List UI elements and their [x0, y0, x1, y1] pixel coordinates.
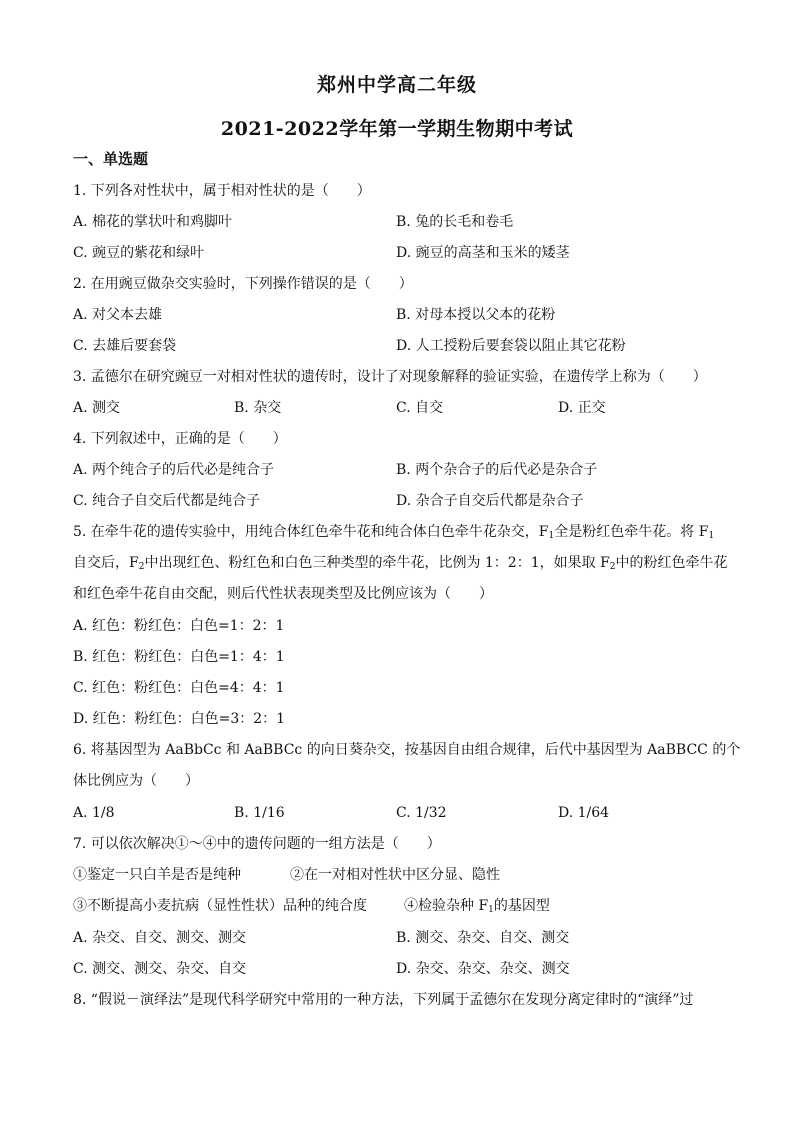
question-4-option-c: C. 纯合子自交后代都是纯合子	[73, 493, 261, 509]
question-4-stem: 4. 下列叙述中，正确的是（ ）	[73, 431, 287, 447]
question-7-item-4	[404, 897, 550, 915]
question-6-option-a: A. 1/8	[73, 805, 115, 821]
subscript: 1	[548, 531, 555, 541]
question-2-option-a: A. 对父本去雄	[73, 307, 163, 323]
question-7-option-b: B. 测交、杂交、自交、测交	[396, 930, 570, 946]
question-3-option-a: A. 测交	[73, 400, 121, 416]
question-5-text-part: 全是粉红色牵牛花。将 F	[554, 524, 709, 540]
question-2-option-d: D. 人工授粉后要套袋以阻止其它花粉	[396, 338, 626, 354]
question-5-text-part: 5. 在牵牛花的遗传实验中，用纯合体红色牵牛花和纯合体白色牵牛花杂交，F	[73, 524, 549, 540]
question-5-stem-line-3: 和红色牵牛花自由交配，则后代性状表现类型及比例应该为（ ）	[73, 586, 493, 602]
question-5-option-d: D. 红色：粉红色：白色=3：2：1	[73, 711, 286, 727]
question-5-stem-line-1	[73, 523, 714, 541]
question-3-option-c: C. 自交	[396, 400, 444, 416]
question-7-stem: 7. 可以依次解决①～④中的遗传问题的一组方法是（ ）	[73, 836, 441, 852]
question-1-option-b: B. 兔的长毛和卷毛	[396, 214, 514, 230]
question-5-option-b: B. 红色：粉红色：白色=1：4：1	[73, 649, 285, 665]
question-7-text-part: 的基因型	[493, 898, 550, 914]
question-7-option-d: D. 杂交、杂交、杂交、测交	[396, 961, 570, 977]
question-5-text-part: 自交后，F	[73, 555, 139, 571]
question-7-item-1: ①鉴定一只白羊是否是纯种	[73, 867, 241, 883]
question-3-option-d: D. 正交	[558, 400, 606, 416]
question-2-option-b: B. 对母本授以父本的花粉	[396, 307, 556, 323]
subscript: 1	[708, 531, 715, 541]
subscript: 1	[488, 905, 494, 915]
subscript: 2	[138, 562, 145, 572]
question-6-option-b: B. 1/16	[234, 805, 285, 821]
section-heading: 一、单选题	[73, 150, 149, 168]
question-5-stem-line-2	[73, 554, 728, 572]
question-1-option-d: D. 豌豆的高茎和玉米的矮茎	[396, 245, 570, 261]
question-7-item-2: ②在一对相对性状中区分显、隐性	[290, 867, 500, 883]
question-4-option-b: B. 两个杂合子的后代必是杂合子	[396, 462, 598, 478]
question-8-stem-line-1: 8. “假说－演绎法”是现代科学研究中常用的一种方法，下列属于孟德尔在发现分离定律时的“演绎”过	[73, 992, 694, 1008]
question-6-option-c: C. 1/32	[396, 805, 447, 821]
question-7-option-a: A. 杂交、自交、测交、测交	[73, 930, 247, 946]
question-5-text-part: 中出现红色、粉红色和白色三种类型的牵牛花，比例为 1：2：1，如果取 F	[144, 555, 610, 571]
question-1-option-c: C. 豌豆的紫花和绿叶	[73, 245, 205, 261]
question-5-option-a: A. 红色：粉红色：白色=1：2：1	[73, 618, 285, 634]
question-7-option-c: C. 测交、测交、杂交、自交	[73, 961, 247, 977]
question-1-stem: 1. 下列各对性状中，属于相对性状的是（ ）	[73, 183, 371, 199]
question-2-stem: 2. 在用豌豆做杂交实验时，下列操作错误的是（ ）	[73, 276, 413, 292]
question-6-stem-line-1: 6. 将基因型为 AaBbCc 和 AaBBCc 的向日葵杂交，按基因自由组合规律，后代中基因型为 AaBBCC 的个	[73, 742, 741, 758]
question-3-option-b: B. 杂交	[234, 400, 282, 416]
question-1-option-a: A. 棉花的掌状叶和鸡脚叶	[73, 214, 233, 230]
question-2-option-c: C. 去雄后要套袋	[73, 338, 177, 354]
exam-school-title: 郑州中学高二年级	[316, 74, 477, 96]
question-6-option-d: D. 1/64	[558, 805, 610, 821]
question-6-stem-line-2: 体比例应为（ ）	[73, 773, 199, 789]
question-4-option-a: A. 两个纯合子的后代必是纯合子	[73, 462, 275, 478]
subscript: 2	[609, 562, 616, 572]
question-7-item-3: ③不断提高小麦抗病（显性性状）品种的纯合度	[73, 898, 367, 914]
question-5-option-c: C. 红色：粉红色：白色=4：4：1	[73, 680, 285, 696]
question-4-option-d: D. 杂合子自交后代都是杂合子	[396, 493, 584, 509]
question-3-stem: 3. 孟德尔在研究豌豆一对相对性状的遗传时，设计了对现象解释的验证实验，在遗传学上称为（ ）	[73, 369, 707, 385]
question-5-text-part: 中的粉红色牵牛花	[615, 555, 728, 571]
exam-title: 2021-2022学年第一学期生物期中考试	[220, 118, 574, 140]
question-7-text-part: ④检验杂种 F	[404, 898, 489, 914]
